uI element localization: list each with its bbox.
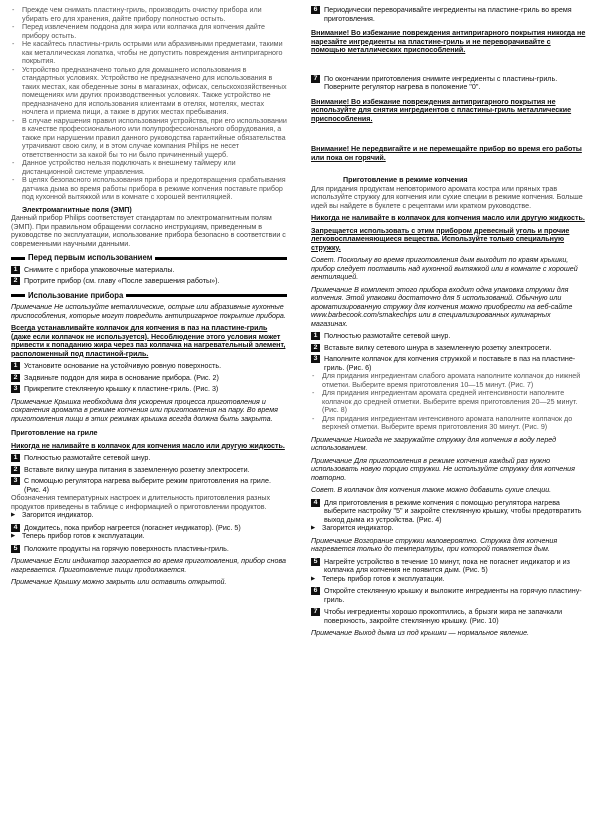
warning: Всегда устанавливайте колпачок для копчения в паз на пластине-гриль (даже если колпачок не используется). Несоблюдение этого условия может привести к попаданию жира через паз колпачка на нагревательный элемент, расположенный под пластиной-гриль. bbox=[11, 324, 286, 358]
note: Примечание Не используйте металлические, острые или абразивные кухонные приспособления, которые могут повредить антипригарное покрытие прибора. bbox=[11, 303, 286, 320]
step-item bbox=[311, 355, 586, 372]
step-item bbox=[311, 75, 586, 92]
warning: Никогда не наливайте в колпачок для копчения масло или другую жидкость. bbox=[311, 214, 585, 222]
note: Примечание В комплект этого прибора входит одна упаковка стружки для копчения. Этой упаковки достаточно для 5 использований. Обычную или ароматизированную стружку для копчения можно приобрести на веб-сайте www.barbecook.com/smakechips или в специализированных кулинарных магазинах. bbox=[311, 285, 573, 328]
step-item bbox=[311, 332, 586, 341]
step-text: Положите продукты на горячую поверхность пластины-гриль. bbox=[24, 544, 229, 553]
list-item: - Не касайтесь пластины-гриль острыми или абразивными предметами, такими как металлическая лопатка, чтобы не допустить повреждения антипригарного покрытия. bbox=[11, 40, 287, 66]
list-item: - В случае нарушения правил использования устройства, при его использовании в качестве профессионального или полупрофессионального оборудования, а также при нарушении правил данного руководства гарантийные обязательства утрачивают свою силу, и в этом случае компания Philips не несет ответственности за какой бы то ни было причиненный ущерб. bbox=[11, 117, 287, 160]
step-number: 1 bbox=[11, 454, 20, 462]
step-item bbox=[11, 277, 287, 286]
note: Примечание Никогда не загружайте стружку для копчения в воду перед использованием. bbox=[311, 435, 557, 452]
step-number: 7 bbox=[311, 608, 320, 616]
step-text: Снимите с прибора упаковочные материалы. bbox=[24, 265, 175, 274]
step-item bbox=[11, 477, 287, 494]
step-number: 4 bbox=[311, 499, 320, 507]
list-item: - Устройство предназначено только для домашнего использования в стандартных условиях. Устройство не предназначено для использования в таких местах, как обеденные зоны в магазинах, офисах, сельскохозяйственных помещениях или других производственных условиях. Также устройство не предназначено для использования клиентами в отелях, мотелях, местах ночлега и приема пищи, а также в других местах пребывания. bbox=[11, 66, 287, 117]
usage-heading bbox=[11, 292, 287, 301]
step-text: Протрите прибор (см. главу «После завершения работы»). bbox=[24, 277, 220, 285]
step-item bbox=[311, 6, 586, 23]
safety-bullet-list bbox=[11, 6, 287, 202]
step-item bbox=[11, 466, 287, 475]
list-item: - Для придания ингредиентам интенсивного аромата наполните колпачок до верхней отметки. Выберите время приготовления 30 минут. (Рис. 9) bbox=[311, 415, 586, 432]
step-text: Полностью размотайте сетевой шнур. bbox=[324, 332, 451, 340]
step-item bbox=[11, 374, 287, 383]
list-item: - Прежде чем снимать пластину-гриль, производить очистку прибора или убирать его для хранения, дайте прибору полностью остыть. bbox=[11, 6, 287, 23]
list-item: - Для придания ингредиентам слабого аромата наполните колпачок до нижней отметки. Выберите время приготовления 10—15 минут. (Рис. 7) bbox=[311, 372, 586, 389]
list-item: - Перед извлечением поддона для жира или колпачка для копчения дайте прибору остыть. bbox=[11, 23, 287, 40]
step-text: Вставьте вилку сетевого шнура в заземленную розетку электросети. bbox=[324, 343, 552, 352]
step-text: Прикрепите стеклянную крышку к пластине-гриль. (Рис. 3) bbox=[24, 385, 219, 393]
step-number: 1 bbox=[11, 266, 20, 274]
step-number: 1 bbox=[11, 362, 20, 370]
note: Примечание Если индикатор загорается во время приготовления, прибор снова нагревается. Приготовление пищи продолжается. bbox=[11, 557, 286, 574]
heading-label: Использование прибора bbox=[28, 290, 124, 300]
result-item: ▶ Теперь прибор готов к эксплуатации. bbox=[311, 575, 586, 584]
step-item bbox=[11, 524, 287, 533]
note: Примечание Возгорание стружки маловероятно. Стружка для копчения нагревается только до температуры, при которой появляется дым. bbox=[311, 536, 558, 553]
note: Примечание Выход дыма из под крышки — нормальное явление. bbox=[311, 629, 530, 637]
grill-heading: Приготовление на гриле bbox=[11, 429, 98, 437]
step-number: 3 bbox=[11, 477, 20, 485]
emf-text: Данный прибор Philips соответствует стандартам по электромагнитным полям (ЭМП). При правильном обращении согласно инструкциям, приведенным в руководстве по эксплуатации, использование прибора безопасно в соответствии с современными научными данными. bbox=[11, 214, 286, 248]
step-item bbox=[11, 266, 287, 275]
step-number: 2 bbox=[311, 344, 320, 352]
step-item bbox=[311, 587, 586, 604]
step-number: 1 bbox=[311, 332, 320, 340]
step-item bbox=[311, 344, 586, 353]
warning: Запрещается использовать с этим прибором древесный уголь и прочие легковоспламеняющиеся вещества. Используйте только специальную стружку. bbox=[311, 226, 570, 252]
list-item: - Данное устройство нельзя подключать к внешнему таймеру или дистанционной системе управления. bbox=[11, 159, 287, 176]
step-number: 5 bbox=[11, 545, 20, 553]
first-use-heading bbox=[11, 254, 287, 263]
step-item bbox=[11, 454, 287, 463]
step-text: Дождитесь, пока прибор нагреется (погаснет индикатор). (Рис. 5) bbox=[24, 523, 241, 532]
step-text: Наполните колпачок для копчения стружкой и поставьте в паз на пластине-гриль. (Рис. 6) bbox=[324, 355, 576, 372]
step-text: Вставьте вилку шнура питания в заземленную розетку электросети. bbox=[24, 465, 250, 474]
step-number: 7 bbox=[311, 75, 320, 83]
note: Примечание Для приготовления в режиме копчения каждый раз нужно использовать новую порцию стружки. Не используйте стружку для копчения повторно. bbox=[311, 456, 575, 482]
step-number: 5 bbox=[311, 558, 320, 566]
result-item: ▶ Загорится индикатор. bbox=[11, 511, 287, 520]
note: Примечание Крышку можно закрыть или оставить открытой. bbox=[11, 578, 227, 586]
heading-bar bbox=[11, 257, 25, 260]
step-text: По окончании приготовления снимите ингредиенты с пластины-гриль. Поверните регулятор нагрева в положение "0". bbox=[324, 74, 558, 91]
step-text: Задвиньте поддон для жира в основание прибора. (Рис. 2) bbox=[24, 373, 219, 382]
step-text: С помощью регулятора нагрева выберите режим приготовления на гриле. (Рис. 4) bbox=[24, 477, 271, 494]
list-item: - В целях безопасного использования прибора и предотвращения срабатывания датчика дыма во время работы прибора в режиме копчения поставьте прибор под кухонной вытяжкой или в комнате с хорошей вентиляцией. bbox=[11, 176, 287, 202]
smoke-heading: Приготовление в режиме копчения bbox=[343, 176, 468, 184]
tip: Совет. В колпачок для копчения также можно добавить сухие специи. bbox=[311, 486, 552, 494]
heading-bar bbox=[155, 257, 287, 260]
step-number: 3 bbox=[11, 385, 20, 393]
note: Примечание Крышка необходима для ускорения процесса приготовления и сохранения аромата в режиме копчения или приготовления на пару. Во время приготовления пищи в этих режимах крышка всегда должна быть закрыта. bbox=[11, 397, 278, 423]
step-number: 6 bbox=[311, 587, 320, 595]
step-text: Для приготовления в режиме копчения с помощью регулятора нагрева выберите настройку "5" и закройте стеклянную крышку, чтобы предотвратить выход дыма из устройства. (Рис. 4) bbox=[324, 498, 582, 524]
warning: Внимание! Во избежание повреждения антипригарного покрытия никогда не нарезайте ингредиенты на пластине-гриль и не переворачивайте с помощью металлических приспособлений. bbox=[311, 29, 586, 54]
heading-bar bbox=[126, 294, 287, 297]
step-number: 6 bbox=[311, 6, 320, 14]
step-number: 2 bbox=[11, 374, 20, 382]
heading-label: Перед первым использованием bbox=[28, 253, 153, 262]
info-text: Обозначения температурных настроек и длительность приготовления разных продуктов приведены в таблице с информацией о приготовлении продуктов. bbox=[11, 494, 271, 511]
step-text: Установите основание на устойчивую ровную поверхность. bbox=[24, 362, 222, 370]
result-item: ▶ Теперь прибор готов к эксплуатации. bbox=[11, 532, 287, 541]
step-item bbox=[11, 362, 287, 371]
step-text: Периодически переворачивайте ингредиенты на пластине-гриль во время приготовления. bbox=[324, 6, 572, 23]
warning: Никогда не наливайте в колпачок для копчения масло или другую жидкость. bbox=[11, 441, 285, 450]
left-column bbox=[11, 6, 287, 587]
step-number: 2 bbox=[11, 466, 20, 474]
step-item bbox=[311, 558, 586, 575]
step-text: Нагрейте устройство в течение 10 минут, пока не погаснет индикатор и из колпачка для копчения не появится дым. (Рис. 5) bbox=[324, 557, 570, 574]
step-item bbox=[311, 608, 586, 625]
result-item: ▶ Загорится индикатор. bbox=[311, 524, 586, 533]
tip: Совет. Поскольку во время приготовления дым выходит по краям крышки, прибор следует поставить над кухонной вытяжкой или в комнате с хорошей вентиляцией. bbox=[311, 256, 578, 281]
step-number: 4 bbox=[11, 524, 20, 532]
warning: Внимание! Во избежание повреждения антипригарного покрытия не используйте для снятия ингредиентов с пластины-гриль металлические приспособления. bbox=[311, 97, 572, 123]
step-item bbox=[11, 385, 287, 394]
right-column bbox=[311, 6, 586, 638]
step-text: Откройте стеклянную крышку и выложите ингредиенты на горячую пластину-гриль. bbox=[324, 587, 582, 604]
step-text: Чтобы ингредиенты хорошо прокоптились, а брызги жира не запачкали поверхность, закройте стеклянную крышку. (Рис. 10) bbox=[324, 608, 563, 625]
step-number: 2 bbox=[11, 277, 20, 285]
smoke-intro: Для придания продуктам неповторимого аромата костра или пряных трав используйте стружку для копчения или сухие специи в режиме копчения. Больше идей вы найдете в буклете с рецептами или кратком руководстве. bbox=[311, 184, 583, 210]
step-item bbox=[11, 545, 287, 554]
emf-heading: Электромагнитные поля (ЭМП) bbox=[22, 205, 132, 214]
warning: Внимание! Не передвигайте и не перемещайте прибор во время его работы или пока он горячий. bbox=[311, 145, 582, 162]
list-item: - Для придания ингредиентам аромата средней интенсивности наполните колпачок до средней отметки. Выберите время приготовления 20—25 минут. (Рис. 8) bbox=[311, 389, 586, 415]
heading-bar bbox=[11, 294, 25, 297]
step-number: 3 bbox=[311, 355, 320, 363]
step-item bbox=[311, 499, 586, 525]
step-text: Полностью размотайте сетевой шнур. bbox=[24, 454, 151, 462]
